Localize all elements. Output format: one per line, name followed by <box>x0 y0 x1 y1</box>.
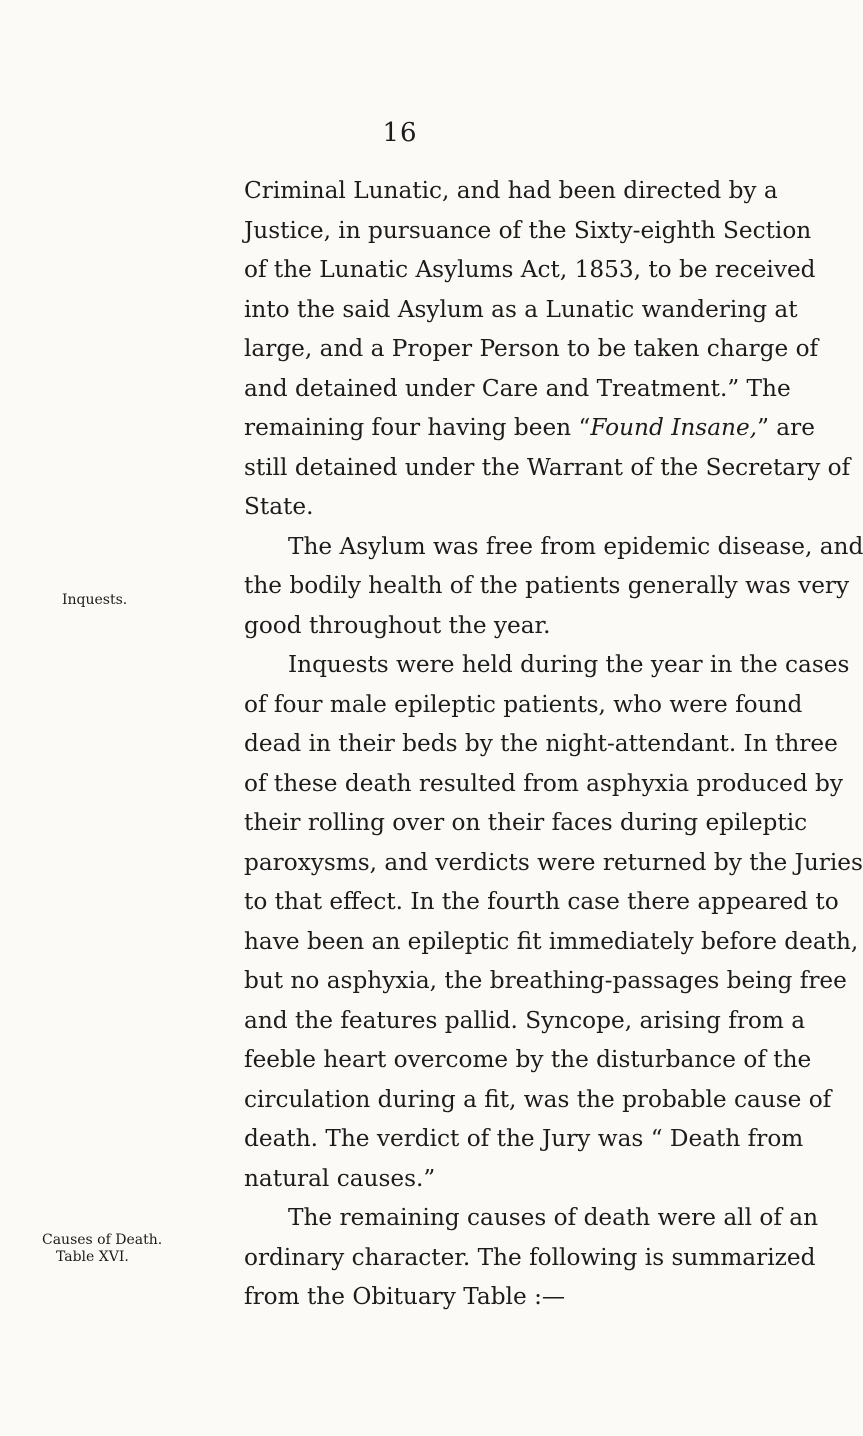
text-line: of the Lunatic Asylums Act, 1853, to be received <box>244 256 816 283</box>
margin-note-causes-line1: Causes of Death. <box>42 1232 163 1248</box>
text-line: The Asylum was free from epidemic disease, and <box>288 532 863 560</box>
text-line: death. The verdict of the Jury was “ Death from <box>244 1125 804 1152</box>
found-insane-italic: Found Insane, <box>590 414 758 441</box>
text-segment: ” are <box>757 414 815 441</box>
paragraph-epidemic <box>244 527 863 646</box>
margin-note-causes-line2: Table XVI. <box>56 1249 129 1265</box>
text-line: from the Obituary Table :— <box>244 1283 566 1310</box>
margin-note-causes-of-death <box>42 1232 162 1266</box>
margin-note-inquests: Inquests. <box>62 592 128 608</box>
text-line <box>244 408 815 448</box>
text-line: their rolling over on their faces during epileptic <box>244 809 808 836</box>
text-line: large, and a Proper Person to be taken charge of <box>244 335 819 362</box>
paragraph-criminal-lunatic <box>244 171 851 527</box>
body-text <box>244 171 863 1317</box>
text-line: of these death resulted from asphyxia produced by <box>244 769 844 797</box>
text-line: natural causes.” <box>244 1164 436 1192</box>
text-line: The remaining causes of death were all of an <box>288 1204 819 1231</box>
text-line: feeble heart overcome by the disturbance of the <box>244 1046 812 1073</box>
text-line: have been an epileptic fit immediately before death, <box>244 927 859 955</box>
text-line: ordinary character. The following is summarized <box>244 1243 816 1271</box>
text-line: good throughout the year. <box>244 611 551 639</box>
text-line: and the features pallid. Syncope, arising from a <box>244 1006 806 1034</box>
text-line: the bodily health of the patients generally was very <box>244 572 850 599</box>
paragraph-inquests <box>244 645 863 1198</box>
text-line: still detained under the Warrant of the Secretary of <box>244 453 851 481</box>
text-line: but no asphyxia, the breathing-passages being free <box>244 967 847 994</box>
text-line: dead in their beds by the night-attendant. In three <box>244 730 838 757</box>
text-line: circulation during a fit, was the probable cause of <box>244 1085 832 1113</box>
text-line: and detained under Care and Treatment.” The <box>244 374 791 402</box>
text-line: to that effect. In the fourth case there appeared to <box>244 888 839 915</box>
text-line: paroxysms, and verdicts were returned by the Juries <box>244 848 863 876</box>
text-line: Criminal Lunatic, and had been directed by a <box>244 177 778 204</box>
text-line: Inquests were held during the year in the cases <box>288 651 850 678</box>
text-segment: remaining four having been “ <box>244 414 591 441</box>
text-line: Justice, in pursuance of the Sixty-eighth Section <box>244 216 812 244</box>
page-number: 16 <box>382 118 418 148</box>
paragraph-causes-of-death <box>244 1198 819 1317</box>
text-line: State. <box>244 493 314 520</box>
text-line: of four male epileptic patients, who were found <box>244 690 803 718</box>
text-line: into the said Asylum as a Lunatic wandering at <box>244 295 798 323</box>
